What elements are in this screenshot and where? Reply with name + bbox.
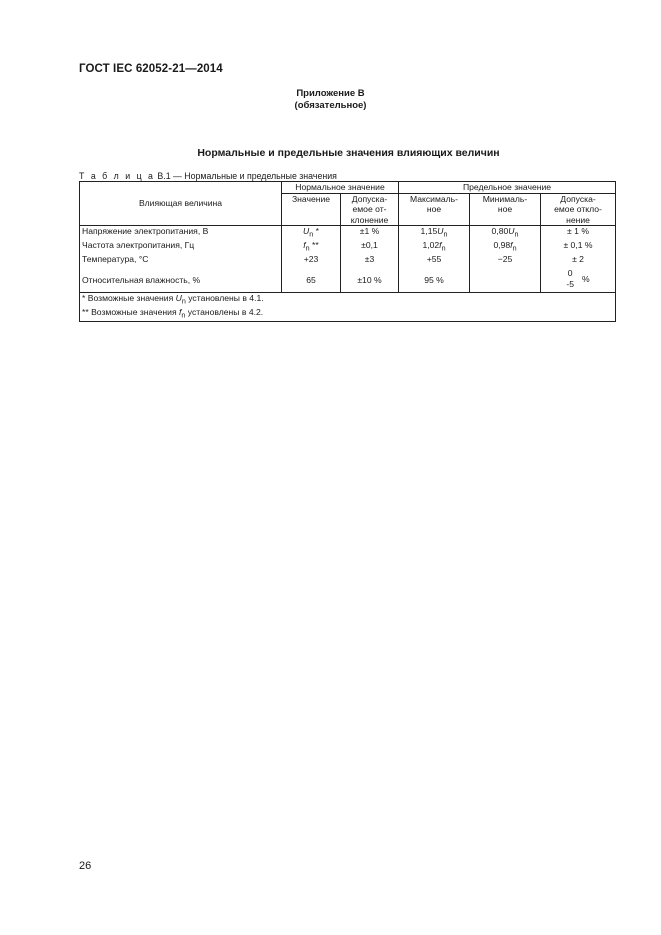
annex-title: Нормальные и предельные значения влияющих величин [197,147,500,159]
cell-max [399,240,470,254]
header-value [282,193,341,226]
number: 1,02 [422,240,440,251]
cell-min: −25 [470,254,541,265]
footnote-mark: ** [309,240,319,251]
page-number: 26 [79,860,92,872]
cell-tolerance: ±1 % [341,226,399,241]
footnote-text: ** Возможные значения [82,307,179,318]
symbol: U [508,226,515,236]
header-min-line: Минималь- [482,193,528,204]
cell-quantity: Частота электропитания, Гц [80,240,282,254]
cell-min [470,226,541,241]
footnote-row [80,307,616,322]
table-caption-label: Т а б л и ц а [79,171,155,181]
annex-heading [0,88,661,112]
subscript: n [181,297,186,306]
cell-max: 95 % [399,265,470,293]
footnote-mark: * [313,226,319,236]
header-tolerance-line: клонение [350,214,389,225]
subscript: n [512,244,517,253]
symbol: f [510,240,513,251]
cell-value: +23 [282,254,341,265]
footnote-text: * Возможные значения [82,292,176,303]
subscript: n [443,230,448,239]
symbol: U [303,226,310,236]
symbol: f [439,240,442,251]
tolerance-upper: 0 [567,267,573,278]
cell-limit-tolerance: ± 2 [541,254,616,265]
header-normal-group: Нормальное значение [282,182,399,194]
cell-limit-tolerance: ± 1 % [541,226,616,241]
cell-limit-tolerance: ± 0,1 % [541,240,616,254]
footnote [80,307,616,322]
subscript: n [181,311,186,320]
cell-quantity: Относительная влажность, % [80,265,282,293]
cell-min [470,240,541,254]
footnote-row [80,292,616,307]
cell-value [282,240,341,254]
header-limit-group: Предельное значение [399,182,616,194]
cell-limit-tolerance [541,265,616,293]
symbol: f [178,307,182,318]
table-row [80,240,616,254]
table-row [80,265,616,293]
tolerance-range [566,268,574,290]
subscript: n [514,230,519,239]
table-caption [79,171,337,181]
cell-tolerance: ±3 [341,254,399,265]
cell-tolerance: ±0,1 [341,240,399,254]
table-caption-text: В.1 — Нормальные и предельные значения [154,171,337,181]
annex-label: Приложение В [296,88,365,99]
footnote [80,292,616,307]
number: 1,15 [420,226,438,236]
tolerance-lower: -5 [566,278,574,289]
symbol: U [437,226,444,236]
number: 0,98 [493,240,511,251]
header-max-line: Максималь- [409,193,459,204]
tolerance-unit: % [582,273,590,284]
header-quantity: Влияющая величина [80,182,282,226]
header-min [470,193,541,226]
cell-value: 65 [282,265,341,293]
cell-max [399,226,470,241]
header-tolerance-line: Допуска- [351,193,388,204]
header-min-line: ное [497,204,513,214]
header-tolerance-line: емое от- [352,204,387,214]
cell-max: +55 [399,254,470,265]
header-value-text: Значение [291,193,331,204]
cell-min [470,265,541,293]
header-max [399,193,470,226]
subscript: n [441,244,446,253]
cell-quantity: Температура, °С [80,254,282,265]
footnote-text: установлены в 4.2. [185,307,264,318]
footnote-text: установлены в 4.1. [185,292,264,303]
header-limit-tolerance-line: Допуска- [560,193,596,204]
annex-status: (обязательное) [294,100,367,111]
number: 0,80 [491,226,509,236]
symbol: U [175,292,182,303]
influence-quantities-table [79,181,616,322]
header-max-line: ное [426,204,442,214]
table-row [80,226,616,241]
subscript: n [309,230,314,239]
table-row [80,254,616,265]
header-tolerance [341,193,399,226]
document-code: ГОСТ IEC 62052-21—2014 [79,63,223,75]
header-limit-tolerance [541,193,616,226]
symbol: f [303,240,306,251]
cell-value [282,226,341,241]
subscript: n [305,244,310,253]
cell-quantity: Напряжение электропитания, В [80,226,282,241]
header-limit-tolerance-line: емое откло- [554,204,602,214]
header-limit-tolerance-line: нение [566,214,590,225]
cell-tolerance: ±10 % [341,265,399,293]
